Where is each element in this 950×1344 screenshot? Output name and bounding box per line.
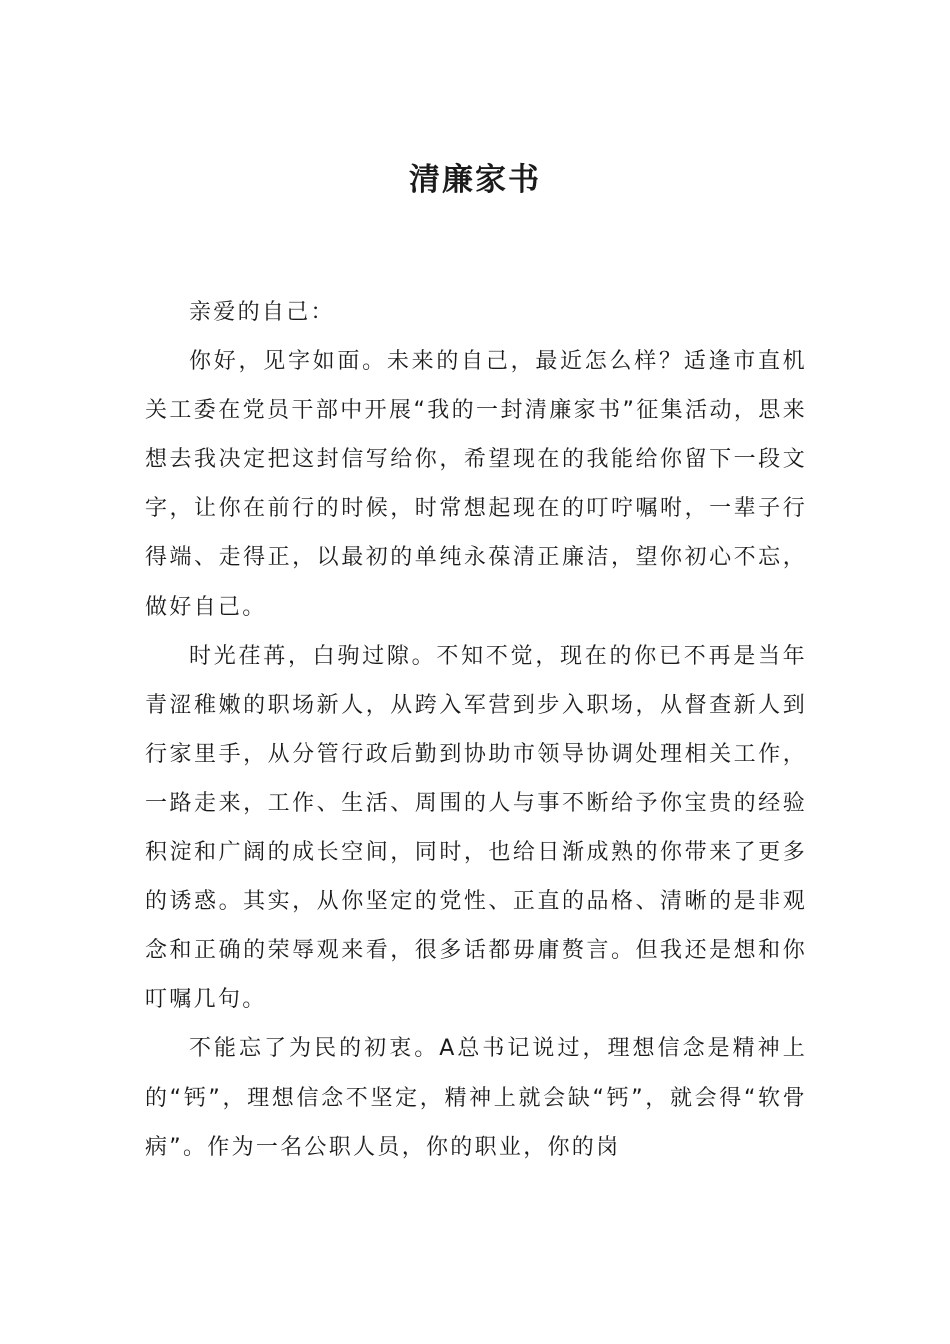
paragraph-original-intention: 不能忘了为民的初衷。A总书记说过，理想信念是精神上的“钙”，理想信念不坚定，精神上就会缺“钙”，就会得“软骨病”。作为一名公职人员，你的职业，你的岗 [145,1036,807,1160]
salutation: 亲爱的自己： [189,300,335,325]
letter-body [145,288,807,1172]
paragraph-greeting: 你好，见字如面。未来的自己，最近怎么样？适逢市直机关工委在党员干部中开展“我的一封清廉家书”征集活动，思来想去我决定把这封信写给你，希望现在的我能给你留下一段文字，让你在前行的时候，时常想起现在的叮咛嘱咐，一辈子行得端、走得正，以最初的单纯永葆清正廉洁，望你初心不忘，做好自己。 [145,349,807,620]
paragraph-time-passes: 时光荏苒，白驹过隙。不知不觉，现在的你已不再是当年青涩稚嫩的职场新人，从跨入军营到步入职场，从督查新人到行家里手，从分管行政后勤到协助市领导协调处理相关工作，一路走来，工作、生活、周围的人与事不断给予你宝贵的经验积淀和广阔的成长空间，同时，也给日渐成熟的你带来了更多的诱惑。其实，从你坚定的党性、正直的品格、清晰的是非观念和正确的荣辱观来看，很多话都毋庸赘言。但我还是想和你叮嘱几句。 [145,643,807,1013]
document-title: 清廉家书 [409,162,541,198]
